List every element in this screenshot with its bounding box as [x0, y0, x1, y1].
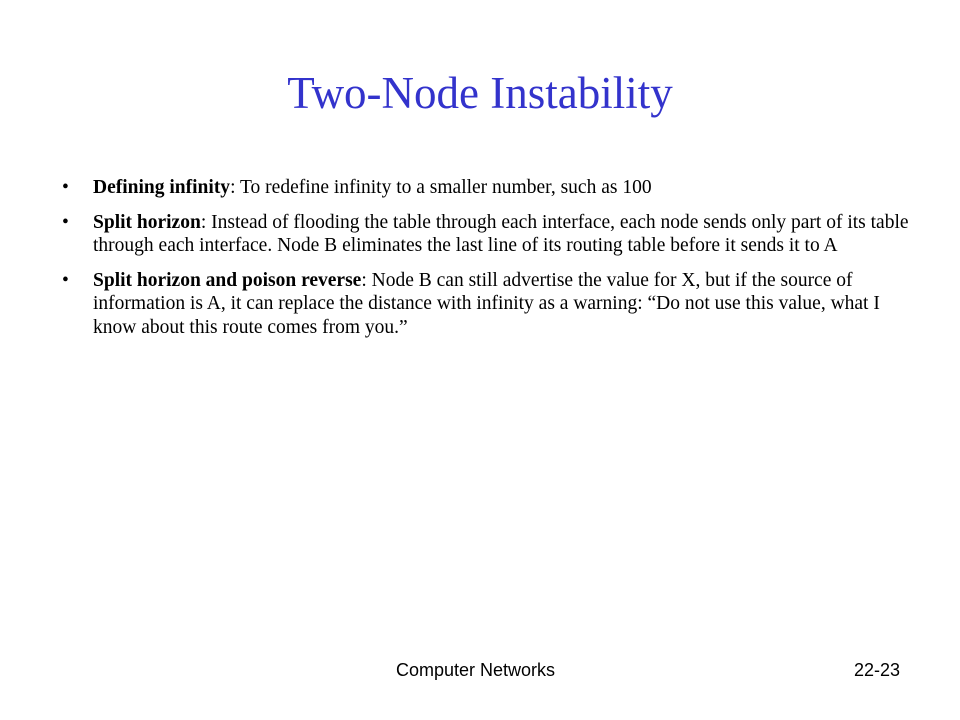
bullet-term: Defining infinity	[93, 177, 231, 198]
footer-course: Computer Networks	[396, 660, 556, 680]
bullet-text: : Node B can still advertise the value for X, but if the source of information is A, it can replace the distance with infinity as a warning: “Do not use this value, what I know about this route comes from you.”	[93, 269, 880, 338]
bullet-marker: •	[62, 211, 69, 233]
bullet-item-split-horizon	[62, 211, 922, 258]
bullet-item-defining-infinity	[62, 176, 922, 200]
bullet-text: : To redefine infinity to a smaller number, such as 100	[230, 177, 652, 198]
bullet-marker: •	[62, 269, 69, 291]
bullet-marker: •	[62, 177, 69, 198]
bullet-item-poison-reverse	[62, 269, 922, 340]
footer-page-number: 22-23	[853, 660, 900, 680]
slide-title: Two-Node Instability	[287, 68, 673, 118]
bullet-term: Split horizon	[93, 211, 201, 233]
bullet-term: Split horizon and poison reverse	[93, 269, 362, 291]
bullet-list	[62, 176, 922, 350]
bullet-text: : Instead of flooding the table through each interface, each node sends only part of its table through each interface. Node B eliminates the last line of its routing table before it sends it to A	[93, 211, 909, 256]
